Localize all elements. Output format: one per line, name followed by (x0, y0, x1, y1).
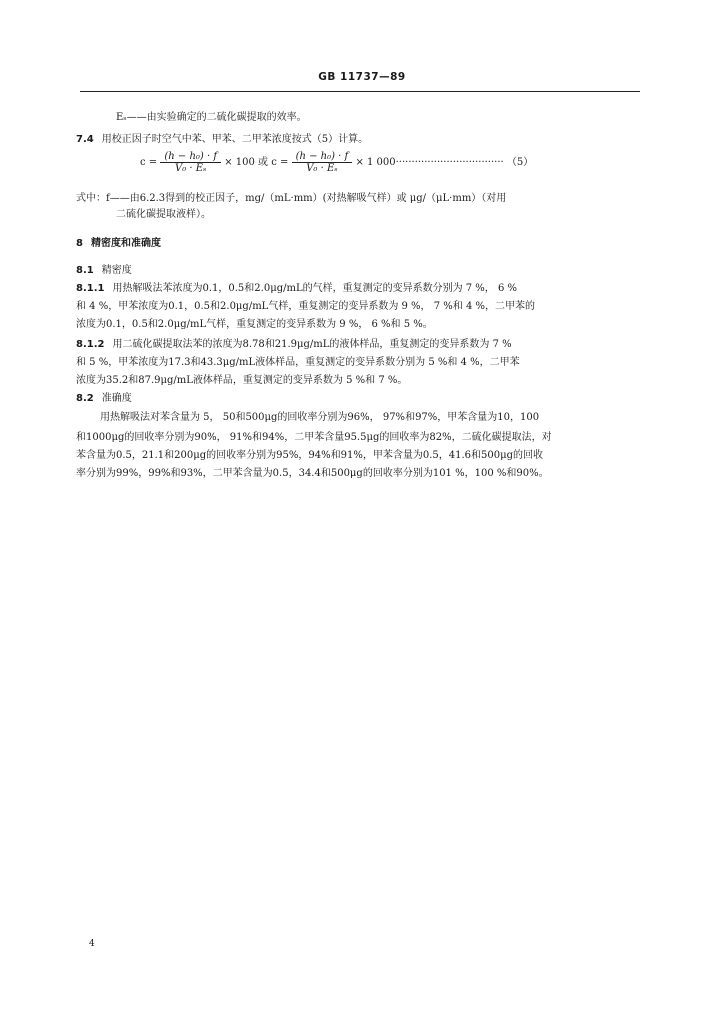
paragraph-line: 和 5 %，甲苯浓度为17.3和43.3μg/mL液体样品，重复测定的变异系数分别为 5 %和 4 %，二甲苯 (76, 357, 520, 368)
section-text: 用校正因子时空气中苯、甲苯、二甲苯浓度按式（5）计算。 (101, 134, 369, 145)
section-number: 8.2 (76, 393, 94, 404)
formula-lhs: c = (140, 157, 158, 168)
paragraph-text: 用二硫化碳提取法苯的浓度为8.78和21.9μg/mL的液体样品，重复测定的变异系数为 7 % (112, 339, 512, 350)
formula-middle: × 100 或 c = (224, 157, 289, 168)
section-7-4 (76, 133, 368, 147)
section-8-1-2 (76, 338, 512, 352)
section-number: 7.4 (76, 134, 94, 145)
section-number: 8 (76, 238, 83, 249)
fraction-1-numerator: (h − h₀) · f (160, 151, 221, 163)
paragraph-line: 用热解吸法对苯含量为 5， 50和500μg的回收率分别为96%， 97%和97%，甲苯含量为10，100 (100, 412, 540, 423)
paragraph-line: 率分别为99%，99%和93%，二甲苯含量为0.5，34.4和500μg的回收率分别为101 %，100 %和90%。 (76, 468, 549, 479)
fraction-2-numerator: (h − h₀) · f (292, 151, 353, 163)
page-header: GB 11737—89 (318, 71, 406, 83)
es-definition: Eₛ——由实验确定的二硫化碳提取的效率。 (116, 112, 307, 123)
paragraph-line: 浓度为0.1，0.5和2.0μg/mL气样，重复测定的变异系数为 9 %， 6 %和 5 %。 (76, 319, 433, 330)
section-8-2-heading (76, 392, 132, 406)
formula-5 (140, 151, 533, 174)
section-8-1-heading (76, 264, 132, 278)
header-rule (80, 91, 640, 92)
paragraph-line: 和1000μg的回收率分别为90%， 91%和94%，二甲苯含量95.5μg的回收率为82%，二硫化碳提取法，对 (76, 432, 552, 443)
fraction-2-denominator: V₀ · Eₛ (306, 163, 338, 174)
section-title: 准确度 (101, 393, 132, 404)
where-f-line2: 二硫化碳提取液样）。 (116, 209, 211, 220)
section-title: 精密度 (101, 265, 132, 276)
paragraph-line: 浓度为35.2和87.9μg/mL液体样品，重复测定的变异系数为 5 %和 7 %。 (76, 375, 408, 386)
fraction-1-denominator: V₀ · Eₛ (174, 163, 207, 174)
equation-number: （5） (506, 157, 534, 168)
fraction-1 (160, 151, 221, 174)
section-number: 8.1.1 (76, 283, 105, 294)
section-number: 8.1.2 (76, 339, 105, 350)
paragraph-text: 用热解吸法苯浓度为0.1，0.5和2.0μg/mL的气样，重复测定的变异系数分别为 7 %， 6 % (112, 283, 518, 294)
page-number: 4 (89, 939, 95, 949)
section-8-1-1 (76, 282, 517, 296)
formula-tail: × 1 000·································· (355, 157, 504, 168)
paragraph-line: 和 4 %，甲苯浓度为0.1，0.5和2.0μg/mL气样，重复测定的变异系数为 9 %， 7 %和 4 %，二甲苯的 (76, 301, 535, 312)
section-8-heading (76, 237, 161, 251)
section-number: 8.1 (76, 265, 94, 276)
section-title: 精密度和准确度 (90, 238, 161, 249)
where-f-line1: 式中：f——由6.2.3得到的校正因子，mg/（mL·mm）(对热解吸气样）或 μg/（μL·mm）（对用 (76, 193, 507, 204)
paragraph-line: 苯含量为0.5，21.1和200μg的回收率分别为95%，94%和91%，甲苯含量为0.5，41.6和500μg的回收 (76, 450, 543, 461)
fraction-2 (292, 151, 353, 174)
